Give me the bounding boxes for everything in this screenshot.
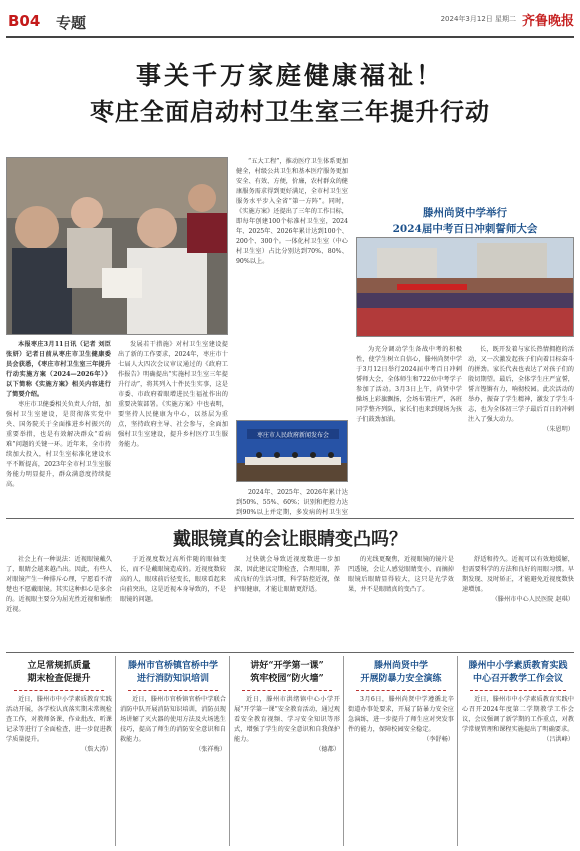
glasses-byline: （滕州市中心人民医院 赵琪） xyxy=(491,596,574,603)
svg-text:枣庄市人民政府新闻发布会: 枣庄市人民政府新闻发布会 xyxy=(256,432,330,439)
brief-4-title: 滕州尚贤中学 开展防暴力安全演练 xyxy=(360,661,442,684)
brief-3-text: 近日，滕州市洪绪镇中心小学开展“开学第一课”安全教育活动，通过观看安全教育视频、学习安全知识等形式，增强了学生的安全意识和自我保护能力。 xyxy=(234,696,340,743)
glasses-col1 xyxy=(6,555,112,650)
brief-separator xyxy=(343,656,344,846)
brief-4-byline: （李舒畅） xyxy=(423,736,454,743)
glasses-col4 xyxy=(348,555,454,650)
lead-headline-line1: 事关千万家庭健康福祉！ xyxy=(135,61,444,90)
lead-col3-text: “五大工程”，推动医疗卫生体系更加健全，村级公共卫生和基本医疗服务更加安全、有效、方便，价廉，农村群众的健康服务需求得到更好满足，全市村卫生室服务水平步入全省“第一方阵”。同时，《实施方案》还提出了三年的工作目标，即每年创建100个标准村卫生室，2024年、2025年、2026年累计达到100个、200个、300个。一体化村卫生室（中心村卫生室）占比分别达到70%、80%、90%以上。 xyxy=(236,158,348,265)
issue-date: 2024年3月12日 星期二 xyxy=(440,15,516,23)
brief-4-text: 3月6日，滕州尚贤中学遵循北辛街道办事处要求，开展了防暴力安全应急演练，进一步提升了师生应对突发事件的能力，保障校园安全稳定。 xyxy=(348,696,454,733)
brief-2-title: 滕州市官桥镇官桥中学 进行消防知识培训 xyxy=(127,661,218,684)
brief-3-byline: （德都） xyxy=(315,746,340,753)
brief-5-byline: （吕洪峰） xyxy=(543,736,574,743)
brief-3-body xyxy=(234,695,340,845)
lead-photo xyxy=(6,157,228,335)
brief-3-rule xyxy=(242,690,332,691)
lead-col2 xyxy=(118,340,228,515)
school-photo xyxy=(356,237,574,337)
brief-3-title: 讲好“开学第一课” 筑牢校园“防火墙” xyxy=(250,661,324,684)
brief-separator xyxy=(229,656,230,846)
glasses-col2-text: 于近视度数过高所伴随的眼轴变长，而不是戴眼镜造成的。近视度数较高的人，眼球前后径变长，眼球看起来向前突出，这是近视本身导致的，不是眼镜的问题。 xyxy=(120,556,226,603)
brief-4-body xyxy=(348,695,454,845)
brief-2-byline: （张祥梅） xyxy=(195,746,226,753)
brief-5-title: 滕州中小学素质教育实践 中心召开教学工作会议 xyxy=(468,661,568,684)
lead-col3 xyxy=(236,157,348,415)
glasses-col5 xyxy=(462,555,574,650)
header-rule xyxy=(6,36,574,38)
school-story-col1 xyxy=(356,345,462,515)
brief-2-text: 近日，滕州市官桥镇官桥中学联合消防中队开展消防知识培训，消防员现场讲解了灭火器的使用方法及火场逃生技巧，提高了师生的消防安全意识和自救能力。 xyxy=(120,696,226,743)
brief-1-rule xyxy=(14,690,104,691)
page-number: B04 xyxy=(8,12,41,30)
brief-5-body xyxy=(462,695,574,845)
brief-5-text: 近日，滕州市中小学素质教育实践中心召开2024年度第二学期教学工作会议，会议强调了新学期的工作重点，对教学常规管理和课程实施提出了明确要求。 xyxy=(462,696,574,733)
school-story-col2-text: 长，既开发着与家长热情拥抱的活动，又一次激发起孩子们向着目标奋斗的拼劲。家长代表也表达了对孩子们的殷切期望。最后，全体学生庄严宣誓，誓言铿锵有力，响彻校园。此次活动的举办，振奋了学生精神，激发了学生斗志，也为全体初三学子最后百日的冲刺注入了强大动力。 xyxy=(468,346,574,423)
glasses-col4-text: 的光线更聚焦，近视眼镜的镜片是凹透镜，会让人感觉眼睛变小，而摘掉眼镜后眼睛显得较大，这只是光学效果，并不是眼睛真的变凸了。 xyxy=(348,556,454,593)
school-story-col2 xyxy=(468,345,574,515)
lead-photo-image xyxy=(7,158,228,335)
lead-photo-caption: 本报枣庄3月11日讯（记者 刘臣 张妍）记者日前从枣庄市卫生健康委员会获悉，《枣庄市村卫生室三年提升行动实施方案（2024—2026年）》以下简称《实施方案》相关内容进行了简要介绍。 枣庄市卫健委相关负责人介绍，加强村卫生室建设，是贯彻落实党中央、国务院关于全面推进乡村振兴的重要举措，也是有效解决群众“看病难”问题的关键一环。近年来，全市持续加大投入，村卫生室标准化建设水平不断提高，2023年全市村卫生室服务能力明显提升，群众满意度持续提高。 xyxy=(6,341,111,488)
glasses-col2 xyxy=(120,555,226,650)
glasses-col3-text: 过快就会导致近视度数进一步加深，因此建议定期检查，合理用眼，养成良好的生活习惯，科学防控近视，保护眼健康，才能让眼睛更舒适。 xyxy=(234,556,340,593)
glasses-col3 xyxy=(234,555,340,650)
school-story-title-line2: 2024届中考百日冲刺誓师大会 xyxy=(392,223,538,235)
conference-photo-image xyxy=(237,421,348,482)
glasses-col1-text: 社会上有一种说法：近视眼镜戴久了，眼睛会越来越凸出。因此，有些人对眼镜产生一种排斥心理，宁愿看不清楚也不愿戴眼镜。其实这种担心是多余的。近视眼主要分为屈光性近视和轴性近视。 xyxy=(6,556,112,613)
section-divider xyxy=(6,518,574,519)
section-name: 专题 xyxy=(56,14,87,32)
brief-2-rule xyxy=(128,690,218,691)
briefs-divider xyxy=(6,652,574,653)
brief-4-rule xyxy=(356,690,446,691)
lead-col4 xyxy=(236,488,348,516)
brief-separator xyxy=(115,656,116,846)
lead-col4-text: 2024年、2025年、2026年累计达到50%、55%、60%；识别和把控力达到90%以上并定期，多发病的村卫生室 xyxy=(236,489,348,516)
brief-2-body xyxy=(120,695,226,845)
brief-1-text: 近日，滕州市中小学素质教育实践活动开展，各学校认真落实期末常规检查工作，对教师备课、作业批改、听课记录等进行了全面检查，进一步促进教学质量提升。 xyxy=(6,696,112,743)
brief-separator xyxy=(457,656,458,846)
lead-col2-text: 发展若干措施》对村卫生室建设提出了新的工作要求，2024年，枣庄市十七届人大四次会议审议通过的《政府工作报告》明确提出“实施村卫生室三年提升行动”，将其列入十件民生实事，这是市委、市政府着眼增进民生福祉作出的重要决策部署。《实施方案》中也表明，要坚持人民健康为中心，以基层为重点，坚持政府主导、社会参与，全面加强村卫生室建设，提升乡村医疗卫生服务能力。 xyxy=(118,341,228,448)
brief-1-byline: （詹大涛） xyxy=(81,746,112,753)
page-header xyxy=(0,0,580,40)
newspaper-logo: 齐鲁晚报 xyxy=(521,14,574,29)
school-photo-image xyxy=(357,238,574,337)
glasses-title: 戴眼镜真的会让眼睛变凸吗？ xyxy=(173,529,407,550)
lead-col1-text: 枣庄市卫健委相关负责人介绍，加强村卫生室建设，是贯彻落实党中央、国务院关于全面推进乡村振兴的重要举措，也是有效解决群众“看病难”问题的关键一环。近年来，全市持续加大投入，村卫生室标准化建设水平不断提高，2023年全市村卫生室服务能力明显提升，群众满意度持续提高。 xyxy=(6,401,111,488)
conference-photo xyxy=(236,420,348,482)
brief-1-body xyxy=(6,695,112,845)
school-story-col1-text: 为充分调动学生备战中考的积极性，使学生树立自信心，滕州尚贤中学于3月12日举行2024届中考百日冲刺誓师大会，全体师生和722位中考学子参加了活动。3月3日上午，尚贤中学操场上彩旗飘扬，会场布置庄严，各班同学整齐列队，家长们也来到现场为孩子们鼓劲加油。 xyxy=(356,346,462,423)
glasses-col5-text: 舒适和持久。近视可以有效地缓解，但需要科学的方法和良好的用眼习惯。早期发现、及时矫正，才能避免近视度数快速增加。 xyxy=(462,556,574,593)
school-story-title xyxy=(356,205,574,237)
school-story-title-line1: 滕州尚贤中学举行 xyxy=(423,207,507,219)
school-story-byline: （朱恩明） xyxy=(543,426,574,433)
brief-5-rule xyxy=(470,690,566,691)
lead-headline-line2: 枣庄全面启动村卫生室三年提升行动 xyxy=(90,97,490,126)
brief-1-title: 立足常规抓质量 期末检查促提升 xyxy=(27,661,91,684)
